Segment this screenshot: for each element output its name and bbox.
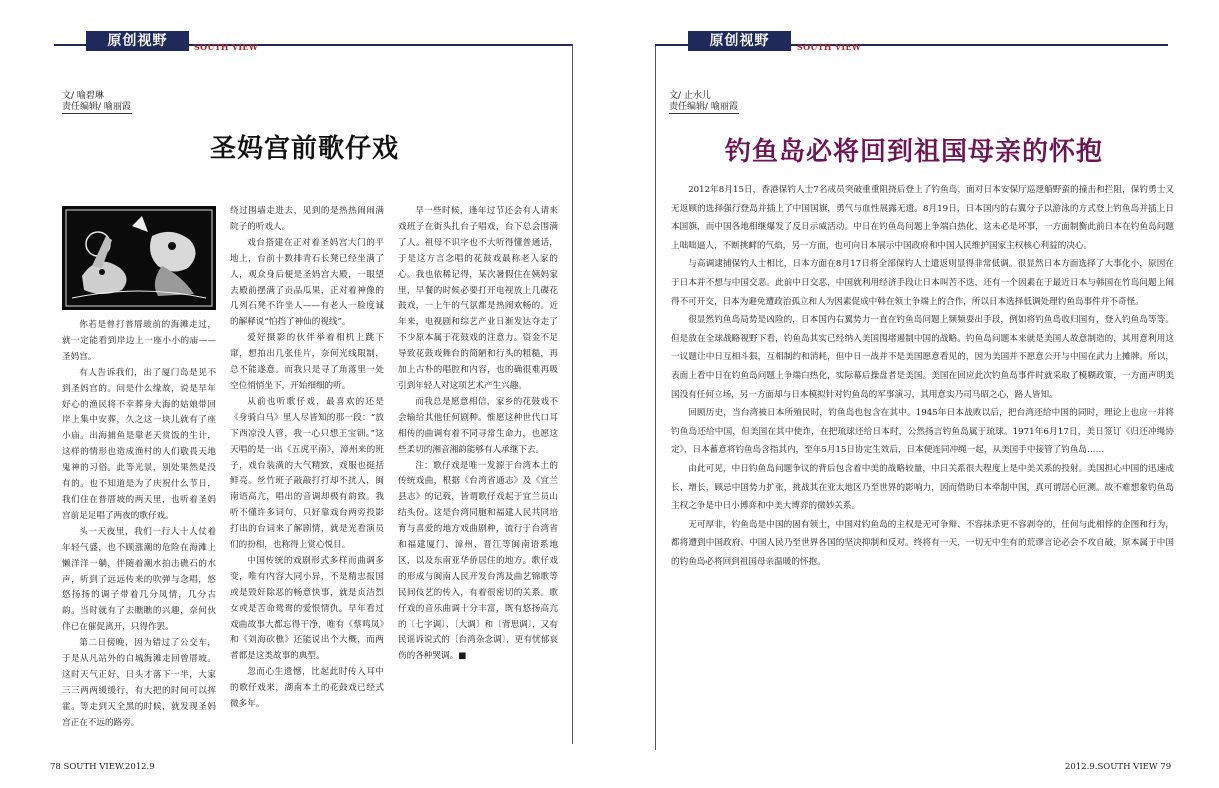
paragraph: 爱好摄影的伙伴举着相机上跳下窜，想拍出几张佳片，奈何光线限制，总不能遂意。而我只是寻了角落里一处空位悄悄坐下，开始细细的听。 bbox=[230, 333, 384, 391]
paragraph: 2012年8月15日，香港保钓人士7名成员突破重重阻挠后登上了钓鱼岛，面对日本安保厅巡逻船野蛮的撞击和拦阻，保钓勇士又无返顾的选择强行登岛并插上了中国国旗，勇气与血性展露无遗。8月19日，日本国内的右翼分子以游泳的方式登上钓鱼岛并插上日本国旗，而中国各地相继爆发了反日示威活动。中日在钓鱼岛问题上争端白热化，这未必是坏事，一方面制衡此前日本在钓鱼岛问题上咄咄逼人，不断挑衅的气焰，另一方面，也可向日本展示中国政府和中国人民维护国家主权核心利益的决心。 bbox=[671, 185, 1174, 251]
right-page bbox=[609, 0, 1219, 788]
section-tag: 原创视野 bbox=[688, 31, 791, 51]
column-2 bbox=[230, 204, 384, 746]
page-footer: 78 SOUTH VIEW.2012.9 bbox=[50, 762, 155, 772]
paragraph: 回顾历史，当台湾被日本所殖民时，钓鱼岛也包含在其中。1945年日本战败以后，把台湾还给中国的同时，理论上也应一并将钓鱼岛还给中国，但美国在其中使诈，在把琉球还给日本时，公然扬言钓鱼岛属于琉球。1971年6月17日，美日签订《归还冲绳协定》，日本蓄意将钓鱼岛含指其内，至年5月15日协定生效后，日本便连同冲绳一起，从美国手中接管了钓鱼岛…… bbox=[671, 408, 1174, 456]
column-1 bbox=[62, 318, 216, 746]
left-page bbox=[0, 0, 609, 788]
paragraph: 由此可见，中日钓鱼岛问题争议的背后包含着中美的战略较量，中日关系很大程度上是中美关系的投射。美国担心中国的迅速成长、增长，顾忌中国势力扩张，挑战其在亚太地区乃至世界的影响力，因而借助日本牵制中国，真可谓居心叵测。故不难想象钓鱼岛主权之争是中日小博弈和中美大博弈的微妙关系。 bbox=[671, 463, 1174, 512]
byline bbox=[669, 91, 738, 113]
editor: 责任编辑/ 喻丽霞 bbox=[669, 102, 738, 112]
paragraph: 你若是曾打普厝玻前的海滩走过，就一定能看到岸边上一座小小的庙——圣妈宫。 bbox=[62, 320, 216, 362]
paragraph: 很显然钓鱼岛局势是凶险的，日本国内右翼势力一直在钓鱼岛问题上频频耍出手段，例如将钓鱼岛收归国有，登入钓鱼岛等等。但是放在全球战略视野下看，钓鱼岛其实已经纳入美国围堵遏制中国的战略。钓鱼岛问题本来就是美国人故意制造的，其用意利用这一议题让中日互相斗狠，互相制约和消耗，但中日一战并不是美国愿意看见的，因为美国并不愿意公开与中国在武力上摊牌。所以，表面上看中日在钓鱼岛问题上争端白热化，实际幕后操盘者是美国。美国在回应此次钓鱼岛事件时就采取了模糊政策，一方面声明美国没有任何立场，另一方面却与日本模拟针对钓鱼岛的军事演习，其用意实乃司马昭之心，路人皆知。 bbox=[671, 315, 1174, 400]
paragraph: 无可厚非，钓鱼岛是中国的固有领土，中国对钓鱼岛的主权是无可争辩、不容抹杀更不容剥夺的，任何与此相悖的企图和行为，都将遭到中国政府、中国人民乃至世界各国的坚决抑制和反对。终将有一天，一切无中生有的荒谬言论必会不攻自破，原本属于中国的钓鱼岛必将回到祖国母亲温暖的怀抱。 bbox=[671, 519, 1174, 567]
page-footer: 2012.9.SOUTH VIEW 79 bbox=[1065, 762, 1172, 772]
editor: 责任编辑/ 喻丽霞 bbox=[62, 102, 131, 112]
paragraph: 头一天夜里，我们一行人十人仗着年轻气盛，也不顾涨潮的危险在海滩上懒洋洋一躺，伴随着潮水拍击礁石的水声，听到了远远传来的吹弹与念唱，悠悠扬扬的调子带着几分凤情，几分古韵。当时就有了去瞧瞧的兴趣，奈何伙伴已在催促离开，只得作罢。 bbox=[62, 526, 216, 633]
author: 文/ 喻碧琳 bbox=[62, 91, 104, 101]
article-title: 圣妈宫前歌仔戏 bbox=[209, 134, 399, 164]
section-subtitle: SOUTH VIEW bbox=[194, 42, 259, 52]
section-tag: 原创视野 bbox=[86, 31, 189, 51]
paragraph: 与高调逮捕保钓人士相比，日本方面在8月17日将全部保钓人士遣返则显得非常低调。很显然日本方面选择了大事化小，原因在于日本并不想与中国交恶。此前中日交恶，中国就利用经济手段让日本叫苦不迭，还有一个因素在于最近日本与韩国在竹岛问题上闹得不可开交，日本为避免遭政治孤立和人为因素促成中韩在领土争端上的合作，所以日本选择低调处理钓鱼岛事件并不奇怪。 bbox=[671, 259, 1174, 307]
paragraph: 忽而心生遗憾，比起此时传入耳中的歌仔戏来，湖南本土的花鼓戏已经式微多年。 bbox=[230, 667, 384, 710]
paragraph: 注：歌仔戏是唯一发源于台湾本土的传统戏曲，根据《台湾省通志》及《宜兰县志》的记载，皆谓歌仔戏起于宜兰员山结头份。这是台湾同胞和福建人民共同培育与喜爱的地方戏曲剧种，流行于台湾省和福建厦门、漳州、晋江等闽南语系地区，以及东南亚华侨居住的地方。歌仔戏的形成与闽南人民开发台湾及曲艺锦歌等民间伎艺的传入，有着很密切的关系。歌仔戏的音乐曲调十分丰富，既有悠扬高亢的〔七字调〕、〔大调〕和〔背思调〕，又有民谣诉说式的〔台湾杂念调〕，更有忧郁哀伤的各种哭调。■ bbox=[398, 460, 558, 662]
opera-illustration bbox=[62, 206, 216, 310]
paragraph: 第二日傍晚，因为错过了公交车，于是从凡站外的白城海滩走回曾厝坡。这时天气正好，日头才落下一半，大家三三两两缓缓行，有大把的时间可以挥霍。等走到天全黑的时候，就发现圣妈宫正在不远的路旁。 bbox=[62, 638, 216, 728]
article-title: 钓鱼岛必将回到祖国母亲的怀抱 bbox=[724, 137, 1103, 167]
byline-rule bbox=[62, 113, 132, 114]
paragraph: 而我总是愿意相信，家乡的花鼓戏不会输给其他任何剧种。惟愿这种世代口耳相传的曲调有着不同寻常生命力，也愿这些柔切的湘音湘韵能够有人承继下去。 bbox=[398, 396, 558, 455]
author: 文/ 止水儿 bbox=[669, 91, 711, 101]
byline-rule bbox=[669, 113, 739, 114]
paragraph: 早一些时候，逢年过节还会有人请来戏班子在街头扎台子唱戏，台下总会围满了人。祖母不识字也不大听得懂普通话，于是这方言念唱的花鼓戏最称老人家的心。我也依稀记得，某次暑假住在姨妈家里，早餐的时候必要打开电视放上几碟花鼓戏，一上午的气氛都是热闹欢畅的。近年来，电视剧和综艺产业日渐发达夺走了不少原本属于花鼓戏的注意力。资金不足导致花鼓戏舞台的简陋和行头的粗糙，再加上古朴的唱腔和内容，也的确很难再吸引到年轻人对这项艺术产生兴趣。 bbox=[398, 206, 558, 391]
column-3 bbox=[398, 204, 558, 746]
illustration-opera-scene bbox=[62, 206, 216, 310]
article-body bbox=[671, 181, 1174, 726]
paragraph: 从前也听歌仔戏，最喜欢的还是《身骑白马》里人尽皆知的那一段：“放下西凉没人管，我一心只想王宝钏。”这天唱的是一出《五虎平南》，漳州来的班子，戏台装潢的大气精致，戏服也挺括鲜亮。丝竹班子敲敲打打却不扰人，闽南语高亢，唱出的音调却极有韵致。我听不懂许多词句，只好靠戏台两旁投影打出的台词来了解剧情，就是光看演员们的扮相，也称得上赏心悦目。 bbox=[230, 396, 384, 551]
paragraph: 中国传统的戏剧形式多样而曲调多变，唯有内容大同小异，不是精忠报国或是毁奸除恶的畅意快事，就是贞洁烈女或是苦命鸳鸯的爱恨情仇。早年看过戏曲故事大都忘得干净，唯有《蔡鸣凤》和《刘海砍樵》还能说出个大概，而两者都是这类故事的典型。 bbox=[230, 555, 384, 662]
paragraph: 绕过围墙走进去，见到的是热热闹闹满院子的听戏人。 bbox=[230, 206, 384, 232]
paragraph: 戏台搭建在正对着圣妈宫大门的平地上，台前十数排青石长凳已经坐满了人，观众身后便是圣妈宫大殿，一眼望去殿前摆满了贡品瓜果，正对着神像的几列石凳不许坐人——有老人一脸度诚的解释说“怕挡了神仙的视线”。 bbox=[230, 237, 384, 328]
section-subtitle: SOUTH VIEW bbox=[797, 42, 862, 52]
byline bbox=[62, 91, 131, 113]
paragraph: 有人告诉我们，出了厦门岛是见不到圣妈宫的。问是什么缘故，说是早年好心的渔民将不幸葬身大海的姑娘带回岸上集中安葬，久之这一块儿就有了座小庙。出海捕鱼是靠老天赏饭的生计，这样的情形也造成渔村的人们敬畏天地鬼神的习俗。此等光景，别处果然是没有的。也不知道是为了庆祝什么节日，我们住在普厝坡的两天里，也听着圣妈宫前足足唱了两夜的歌仔戏。 bbox=[62, 367, 216, 521]
